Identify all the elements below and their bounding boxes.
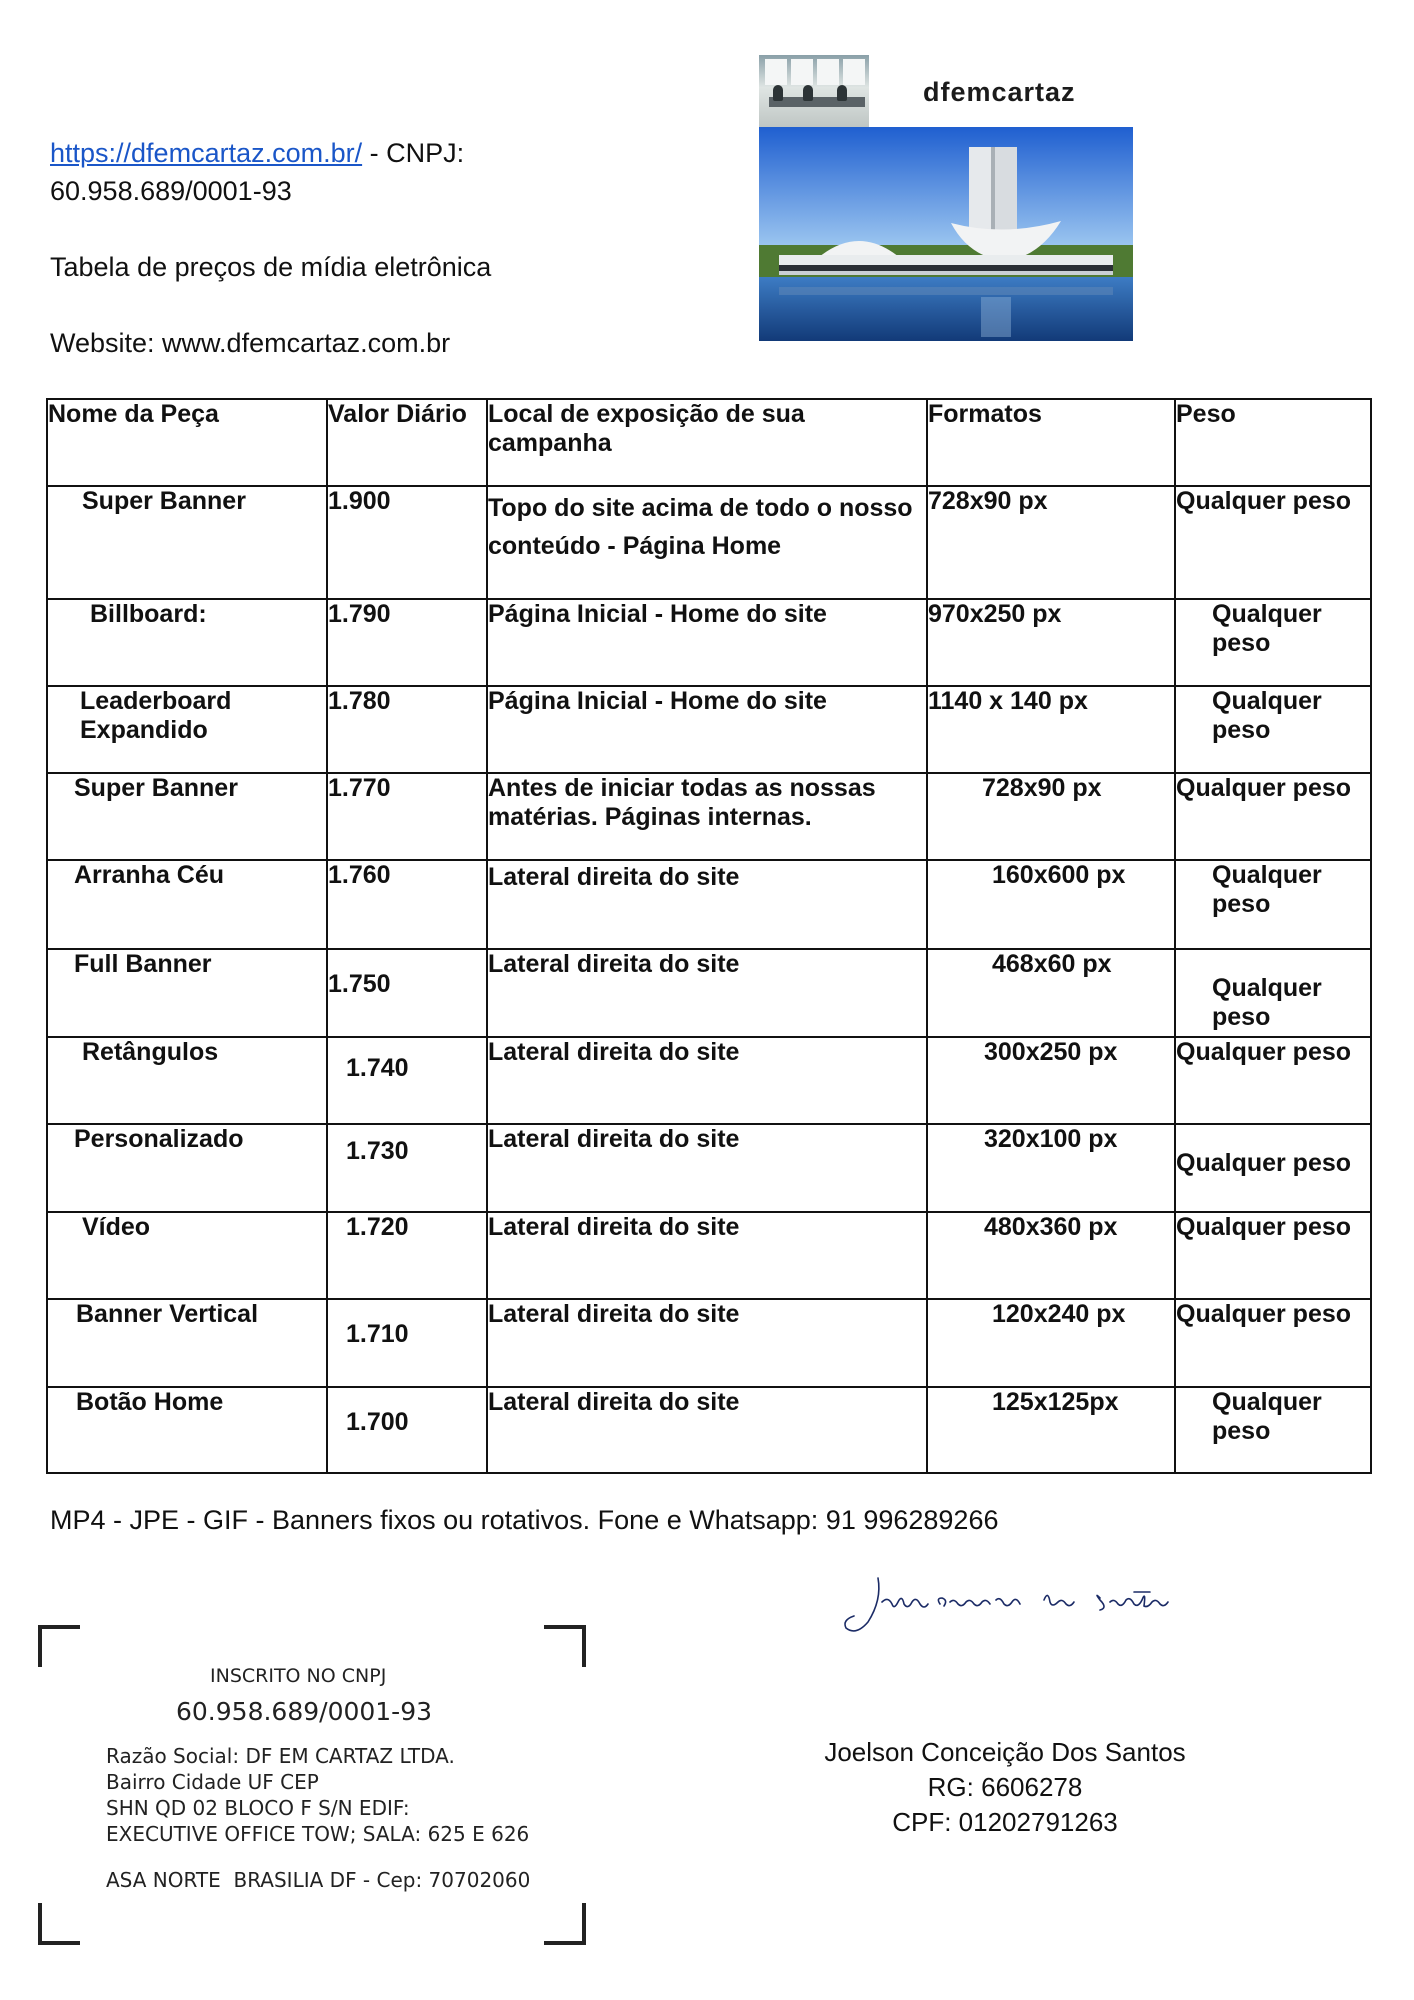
row-location: Página Inicial - Home do site [487,599,927,686]
row-weight: Qualquer peso [1175,1387,1371,1473]
office-photo [759,55,869,127]
stamp-line: SHN QD 02 BLOCO F S/N EDIF: [106,1796,410,1820]
header-line-1 [50,134,491,172]
row-name: Vídeo [47,1212,327,1299]
row-format: 1140 x 140 px [927,686,1175,773]
row-format: 125x125px [927,1387,1175,1473]
row-weight: Qualquer peso [1175,949,1371,1037]
stamp-corner [38,1903,80,1945]
cnpj-stamp [38,1625,586,1945]
row-name: Botão Home [47,1387,327,1473]
price-table [46,398,1372,1474]
stamp-label: INSCRITO NO CNPJ [210,1665,387,1687]
table-row [47,773,1371,860]
row-format: 480x360 px [927,1212,1175,1299]
table-row [47,486,1371,599]
header-cnpj: 60.958.689/0001-93 [50,176,292,206]
stamp-line: Bairro Cidade UF CEP [106,1770,319,1794]
row-location: Topo do site acima de todo o nosso conteúdo - Página Home [487,486,927,599]
row-weight: Qualquer peso [1175,1124,1371,1212]
table-row [47,949,1371,1037]
row-location: Antes de iniciar todas as nossas matérias. Páginas internas. [487,773,927,860]
row-format: 120x240 px [927,1299,1175,1387]
page-subtitle: Tabela de preços de mídia eletrônica [50,252,492,282]
table-header-row [47,399,1371,486]
stamp-corner [544,1625,586,1667]
row-value: 1.740 [327,1037,487,1124]
row-name: Leaderboard Expandido [47,686,327,773]
row-value: 1.790 [327,599,487,686]
row-weight: Qualquer peso [1175,599,1371,686]
row-name: Super Banner [47,773,327,860]
row-location: Lateral direita do site [487,1212,927,1299]
row-format: 728x90 px [927,773,1175,860]
row-weight: Qualquer peso [1175,486,1371,599]
row-value: 1.900 [327,486,487,599]
row-format: 320x100 px [927,1124,1175,1212]
row-location: Lateral direita do site [487,1387,927,1473]
col-header-value: Valor Diário [327,399,487,486]
row-location: Lateral direita do site [487,949,927,1037]
stamp-corner [38,1625,80,1667]
table-row [47,860,1371,949]
signer-cpf: CPF: 01202791263 [892,1807,1118,1837]
signer-block [790,1735,1220,1840]
row-name: Super Banner [47,486,327,599]
row-weight: Qualquer peso [1175,1037,1371,1124]
website-text: Website: www.dfemcartaz.com.br [50,328,451,358]
row-name: Retângulos [47,1037,327,1124]
row-value: 1.750 [327,949,487,1037]
row-weight: Qualquer peso [1175,1299,1371,1387]
table-row [47,686,1371,773]
logo [759,55,1133,341]
col-header-format: Formatos [927,399,1175,486]
row-location: Lateral direita do site [487,1037,927,1124]
row-name: Arranha Céu [47,860,327,949]
brand-name: dfemcartaz [923,77,1076,107]
row-format: 300x250 px [927,1037,1175,1124]
table-row [47,1124,1371,1212]
row-value: 1.770 [327,773,487,860]
table-row [47,1387,1371,1473]
stamp-cnpj: 60.958.689/0001-93 [176,1697,433,1726]
row-value: 1.760 [327,860,487,949]
signer-rg: RG: 6606278 [927,1772,1083,1802]
row-value: 1.780 [327,686,487,773]
row-value: 1.710 [327,1299,487,1387]
col-header-name: Nome da Peça [47,399,327,486]
row-name: Personalizado [47,1124,327,1212]
stamp-corner [544,1903,586,1945]
table-row [47,1037,1371,1124]
stamp-address [106,1743,529,1847]
row-format: 160x600 px [927,860,1175,949]
row-weight: Qualquer peso [1175,773,1371,860]
row-value: 1.730 [327,1124,487,1212]
row-name: Billboard: [47,599,327,686]
stamp-line: EXECUTIVE OFFICE TOW; SALA: 625 E 626 [106,1822,530,1846]
handwritten-signature [838,1570,1198,1640]
row-format: 728x90 px [927,486,1175,599]
col-header-location: Local de exposição de sua campanha [487,399,927,486]
row-location: Lateral direita do site [487,860,927,949]
row-weight: Qualquer peso [1175,860,1371,949]
table-row [47,1299,1371,1387]
row-name: Banner Vertical [47,1299,327,1387]
footer-note: MP4 - JPE - GIF - Banners fixos ou rotativos. Fone e Whatsapp: 91 996289266 [50,1505,999,1535]
row-value: 1.700 [327,1387,487,1473]
row-format: 468x60 px [927,949,1175,1037]
stamp-line: Razão Social: DF EM CARTAZ LTDA. [106,1744,455,1768]
header-block [50,134,491,362]
website-link[interactable]: https://dfemcartaz.com.br/ [50,138,363,168]
row-weight: Qualquer peso [1175,1212,1371,1299]
stamp-footer: ASA NORTE BRASILIA DF - Cep: 70702060 [106,1868,531,1892]
row-location: Página Inicial - Home do site [487,686,927,773]
row-location: Lateral direita do site [487,1124,927,1212]
row-location: Lateral direita do site [487,1299,927,1387]
col-header-weight: Peso [1175,399,1371,486]
row-name: Full Banner [47,949,327,1037]
row-format: 970x250 px [927,599,1175,686]
table-row [47,1212,1371,1299]
cnpj-label: - CNPJ: [362,138,465,168]
signer-name: Joelson Conceição Dos Santos [824,1737,1186,1767]
congress-photo [759,127,1133,341]
row-weight: Qualquer peso [1175,686,1371,773]
row-value: 1.720 [327,1212,487,1299]
table-row [47,599,1371,686]
